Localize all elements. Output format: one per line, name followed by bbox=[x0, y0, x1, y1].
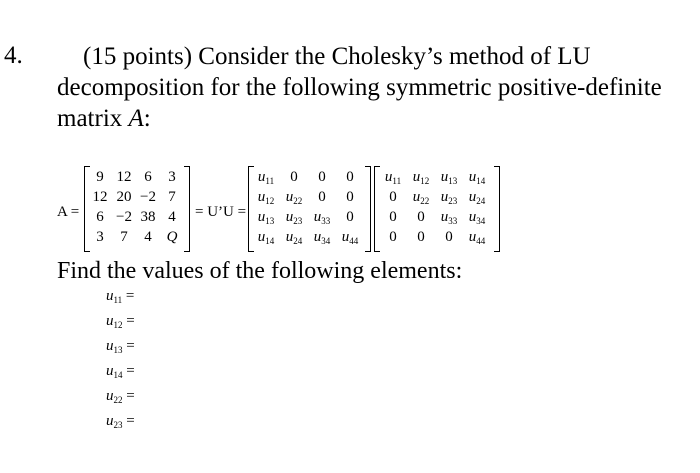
matrix-a-cell-3-1: 6 bbox=[96, 208, 104, 225]
matrix-ut-cell-1-1 bbox=[252, 167, 280, 187]
matrix-a-right-bracket bbox=[184, 166, 190, 252]
matrix-a-cell-4-4: Q bbox=[166, 228, 178, 245]
matrix-a-cell-2-3: −2 bbox=[140, 188, 156, 205]
matrix-a-cell-1-4: 3 bbox=[168, 168, 176, 185]
u-subscript: 24 bbox=[476, 195, 486, 206]
question-colon: : bbox=[143, 105, 151, 132]
matrix-ut-cell-4-1 bbox=[252, 227, 280, 247]
matrix-ut-cell-3-4: 0 bbox=[346, 208, 354, 225]
matrix-a-cell-4-3: 4 bbox=[144, 228, 152, 245]
u-subscript: 22 bbox=[293, 195, 303, 206]
u-variable: u bbox=[257, 228, 266, 245]
matrix-ut-cell-4-3 bbox=[308, 227, 336, 247]
u-subscript: 33 bbox=[448, 215, 458, 226]
u-subscript: 12 bbox=[113, 320, 123, 330]
matrix-a-cell-2-2: 20 bbox=[116, 188, 132, 205]
matrix-ut-cell-4-4 bbox=[336, 227, 364, 247]
matrix-u-cell-3-2: 0 bbox=[417, 208, 425, 225]
matrix-ut-cell-1-3: 0 bbox=[318, 168, 326, 185]
matrix-a-cell-2-1: 12 bbox=[92, 188, 108, 205]
matrix-u-right-bracket bbox=[494, 166, 500, 252]
matrix-u-cell-3-3 bbox=[435, 207, 463, 227]
matrix-a-cell-1-1: 9 bbox=[96, 168, 104, 185]
matrix-a-cell-3-3: 38 bbox=[140, 208, 156, 225]
matrix-u-cell-2-3 bbox=[435, 187, 463, 207]
answer-u22 bbox=[106, 388, 135, 405]
u-variable: u bbox=[285, 188, 294, 205]
matrix-u-cell-3-4 bbox=[463, 207, 491, 227]
matrix-ut-cell-2-4: 0 bbox=[346, 188, 354, 205]
question-line-2: decomposition for the following symmetric positive-definite bbox=[57, 74, 662, 101]
u-subscript: 23 bbox=[113, 420, 123, 430]
u-variable: u bbox=[412, 168, 421, 185]
matrix-u bbox=[379, 167, 491, 247]
question-number: 4. bbox=[4, 42, 23, 69]
question-text-3: matrix bbox=[57, 105, 123, 132]
matrix-ut-right-bracket bbox=[365, 166, 371, 252]
matrix-u-cell-3-1: 0 bbox=[389, 208, 397, 225]
matrix-u-cell-1-2 bbox=[407, 167, 435, 187]
matrix-u-cell-1-4 bbox=[463, 167, 491, 187]
u-subscript: 14 bbox=[113, 370, 123, 380]
u-variable: u bbox=[468, 188, 477, 205]
matrix-ut-cell-3-3 bbox=[308, 207, 336, 227]
equation-lhs: A = bbox=[57, 204, 80, 220]
u-variable: u bbox=[440, 208, 449, 225]
u-variable: u bbox=[341, 228, 350, 245]
matrix-ut-cell-3-2 bbox=[280, 207, 308, 227]
u-variable: u bbox=[285, 208, 294, 225]
matrix-ut-cell-1-2: 0 bbox=[290, 168, 298, 185]
u-variable: u bbox=[412, 188, 421, 205]
u-subscript: 23 bbox=[448, 195, 458, 206]
equation-mid: = U’U = bbox=[195, 204, 247, 220]
matrix-a bbox=[88, 167, 184, 247]
answer-u23 bbox=[106, 413, 135, 430]
u-variable: u bbox=[257, 168, 266, 185]
u-subscript: 33 bbox=[321, 215, 331, 226]
u-variable: u bbox=[106, 288, 114, 304]
equals-sign: = bbox=[122, 313, 135, 329]
matrix-a-cell-4-2: 7 bbox=[120, 228, 128, 245]
matrix-u-cell-4-3: 0 bbox=[445, 228, 453, 245]
matrix-a-cell-4-1: 3 bbox=[96, 228, 104, 245]
matrix-a-cell-3-4: 4 bbox=[168, 208, 176, 225]
matrix-a-cell-1-3: 6 bbox=[144, 168, 152, 185]
u-variable: u bbox=[106, 338, 114, 354]
matrix-ut-cell-3-1 bbox=[252, 207, 280, 227]
question-text-1: Consider the Cholesky’s method of LU bbox=[198, 43, 591, 70]
matrix-ut-cell-2-3: 0 bbox=[318, 188, 326, 205]
u-subscript: 14 bbox=[265, 235, 275, 246]
u-subscript: 11 bbox=[265, 175, 275, 186]
u-subscript: 12 bbox=[420, 175, 430, 186]
u-subscript: 22 bbox=[113, 395, 123, 405]
u-subscript: 22 bbox=[420, 195, 430, 206]
matrix-u-cell-4-4 bbox=[463, 227, 491, 247]
u-subscript: 11 bbox=[392, 175, 402, 186]
u-variable: u bbox=[106, 313, 114, 329]
u-variable: u bbox=[440, 168, 449, 185]
matrix-variable: A bbox=[128, 105, 144, 132]
question-line-1 bbox=[83, 42, 591, 72]
u-variable: u bbox=[313, 228, 322, 245]
matrix-u-cell-4-2: 0 bbox=[417, 228, 425, 245]
u-subscript: 11 bbox=[113, 295, 123, 305]
u-variable: u bbox=[106, 388, 114, 404]
matrix-u-cell-2-2 bbox=[407, 187, 435, 207]
answer-u11 bbox=[106, 288, 134, 305]
matrix-ut-cell-2-1 bbox=[252, 187, 280, 207]
u-variable: u bbox=[313, 208, 322, 225]
u-variable: u bbox=[257, 208, 266, 225]
equals-sign: = bbox=[122, 338, 135, 354]
u-subscript: 14 bbox=[476, 175, 486, 186]
matrix-u-cell-1-3 bbox=[435, 167, 463, 187]
matrix-a-cell-2-4: 7 bbox=[168, 188, 176, 205]
u-subscript: 12 bbox=[265, 195, 275, 206]
matrix-u-cell-2-4 bbox=[463, 187, 491, 207]
matrix-ut-cell-4-2 bbox=[280, 227, 308, 247]
matrix-ut-cell-1-4: 0 bbox=[346, 168, 354, 185]
u-subscript: 34 bbox=[321, 235, 331, 246]
matrix-a-cell-1-2: 12 bbox=[116, 168, 132, 185]
answer-u14 bbox=[106, 363, 135, 380]
matrix-u-cell-2-1: 0 bbox=[389, 188, 397, 205]
u-subscript: 23 bbox=[293, 215, 303, 226]
matrix-ut-cell-2-2 bbox=[280, 187, 308, 207]
u-subscript: 13 bbox=[265, 215, 275, 226]
equals-sign: = bbox=[122, 288, 135, 304]
matrix-u-transpose bbox=[252, 167, 364, 247]
u-subscript: 34 bbox=[476, 215, 486, 226]
equals-sign: = bbox=[122, 363, 135, 379]
u-variable: u bbox=[468, 168, 477, 185]
u-subscript: 24 bbox=[293, 235, 303, 246]
equals-sign: = bbox=[122, 413, 135, 429]
question-line-3 bbox=[57, 104, 151, 134]
u-variable: u bbox=[285, 228, 294, 245]
u-variable: u bbox=[106, 363, 114, 379]
matrix-a-cell-3-2: −2 bbox=[116, 208, 132, 225]
matrix-u-cell-1-1 bbox=[379, 167, 407, 187]
u-variable: u bbox=[106, 413, 114, 429]
u-subscript: 13 bbox=[113, 345, 123, 355]
u-variable: u bbox=[468, 208, 477, 225]
matrix-u-cell-4-1: 0 bbox=[389, 228, 397, 245]
answer-u12 bbox=[106, 313, 135, 330]
u-subscript: 13 bbox=[448, 175, 458, 186]
equals-sign: = bbox=[122, 388, 135, 404]
u-variable: u bbox=[440, 188, 449, 205]
u-variable: u bbox=[384, 168, 393, 185]
u-subscript: 44 bbox=[349, 235, 359, 246]
answer-u13 bbox=[106, 338, 135, 355]
question-points: (15 points) bbox=[83, 43, 193, 70]
u-variable: u bbox=[468, 228, 477, 245]
u-subscript: 44 bbox=[476, 235, 486, 246]
u-variable: u bbox=[257, 188, 266, 205]
find-instruction: Find the values of the following elements: bbox=[57, 258, 463, 284]
